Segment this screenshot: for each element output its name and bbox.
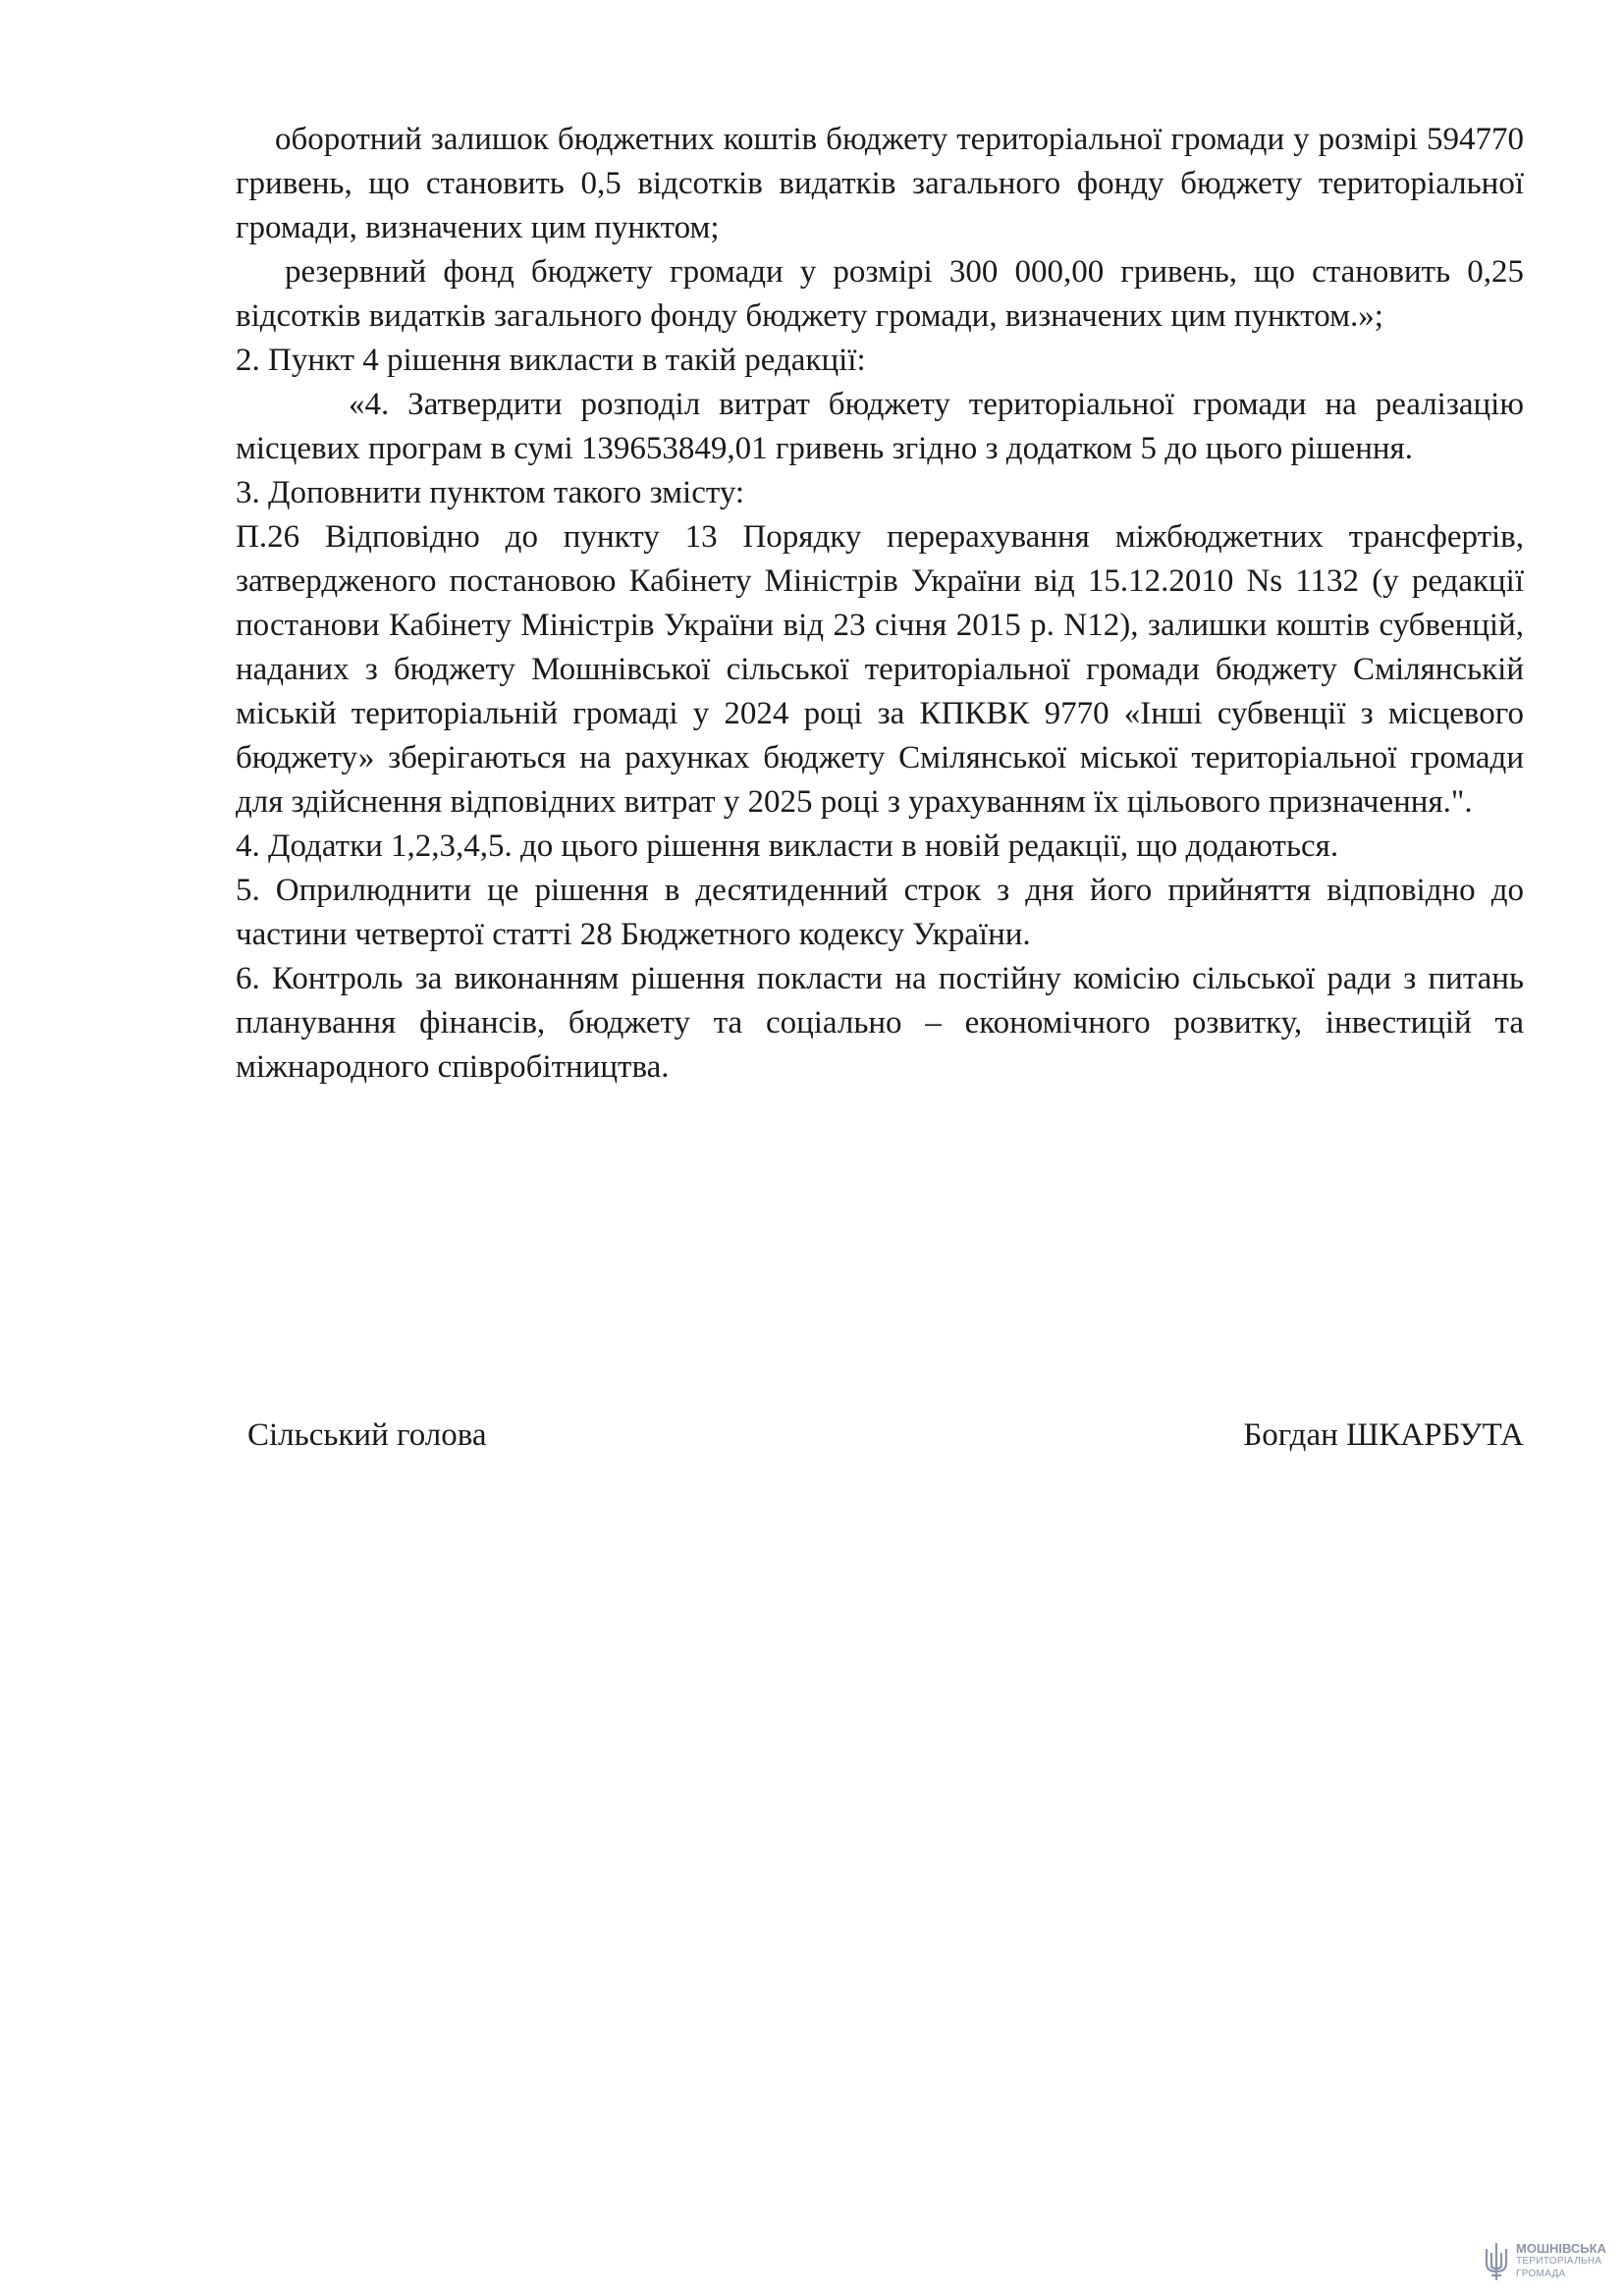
paragraph-item-4: 4. Додатки 1,2,3,4,5. до цього рішення викласти в новій редакції, що додаються. [236, 828, 1339, 864]
watermark-line-2: ТЕРИТОРІАЛЬНА [1516, 2256, 1602, 2267]
paragraph-item-6: 6. Контроль за виконанням рішення покласти на постійну комісію сільської ради з питань планування фінансів, бюджету та соціально – економічного розвитку, інвестицій та міжнародного співробітництва. [236, 961, 1524, 1085]
paragraph-item-2: 2. Пункт 4 рішення викласти в такій редакції: [236, 343, 866, 378]
watermark-line-3: ГРОМАДА [1516, 2269, 1566, 2279]
paragraph-item-5: 5. Оприлюднити це рішення в десятиденний строк з дня його прийняття відповідно до частини четвертої статті 28 Бюджетного кодексу України. [236, 873, 1524, 952]
paragraph-item-3: 3. Доповнити пунктом такого змісту: [236, 475, 745, 510]
trident-icon [1483, 2242, 1510, 2281]
signatory-name: Богдан ШКАРБУТА [1243, 1417, 1524, 1453]
paragraph-p26: П.26 Відповідно до пункту 13 Порядку перерахування міжбюджетних трансфертів, затвердженого постановою Кабінету Міністрів України від 15.12.2010 Ns 1132 (у редакції постанови Кабінету Міністрів України від 23 січня 2015 р. N12), залишки коштів субвенцій, наданих з бюджету Мошнівської сільської територіальної громади бюджету Смілянській міській територіальній громаді у 2024 році за КПКВК 9770 «Інші субвенції з місцевого бюджету» зберігаються на рахунках бюджету Смілянської міської територіальної громади для здійснення відповідних витрат у 2025 році з урахуванням їх цільового призначення.". [236, 519, 1524, 820]
signatory-position: Сільський голова [247, 1417, 487, 1453]
document-body [236, 118, 1524, 1090]
paragraph-reserve-fund: резервний фонд бюджету громади у розмірі 300 000,00 гривень, що становить 0,25 відсотків видатків загального фонду бюджету громади, визначених цим пунктом.»; [236, 254, 1524, 334]
watermark-line-1: МОШНІВСЬКА [1516, 2241, 1606, 2256]
paragraph-working-balance: оборотний залишок бюджетних коштів бюджету територіальної громади у розмірі 594770 гривень, що становить 0,5 відсотків видатків загального фонду бюджету територіальної громади, визначених цим пунктом; [236, 122, 1524, 245]
community-watermark [1483, 2240, 1606, 2285]
watermark-text [1516, 2242, 1606, 2280]
paragraph-item-4-quote: «4. Затвердити розподіл витрат бюджету територіальної громади на реалізацію місцевих програм в сумі 139653849,01 гривень згідно з додатком 5 до цього рішення. [236, 387, 1524, 466]
